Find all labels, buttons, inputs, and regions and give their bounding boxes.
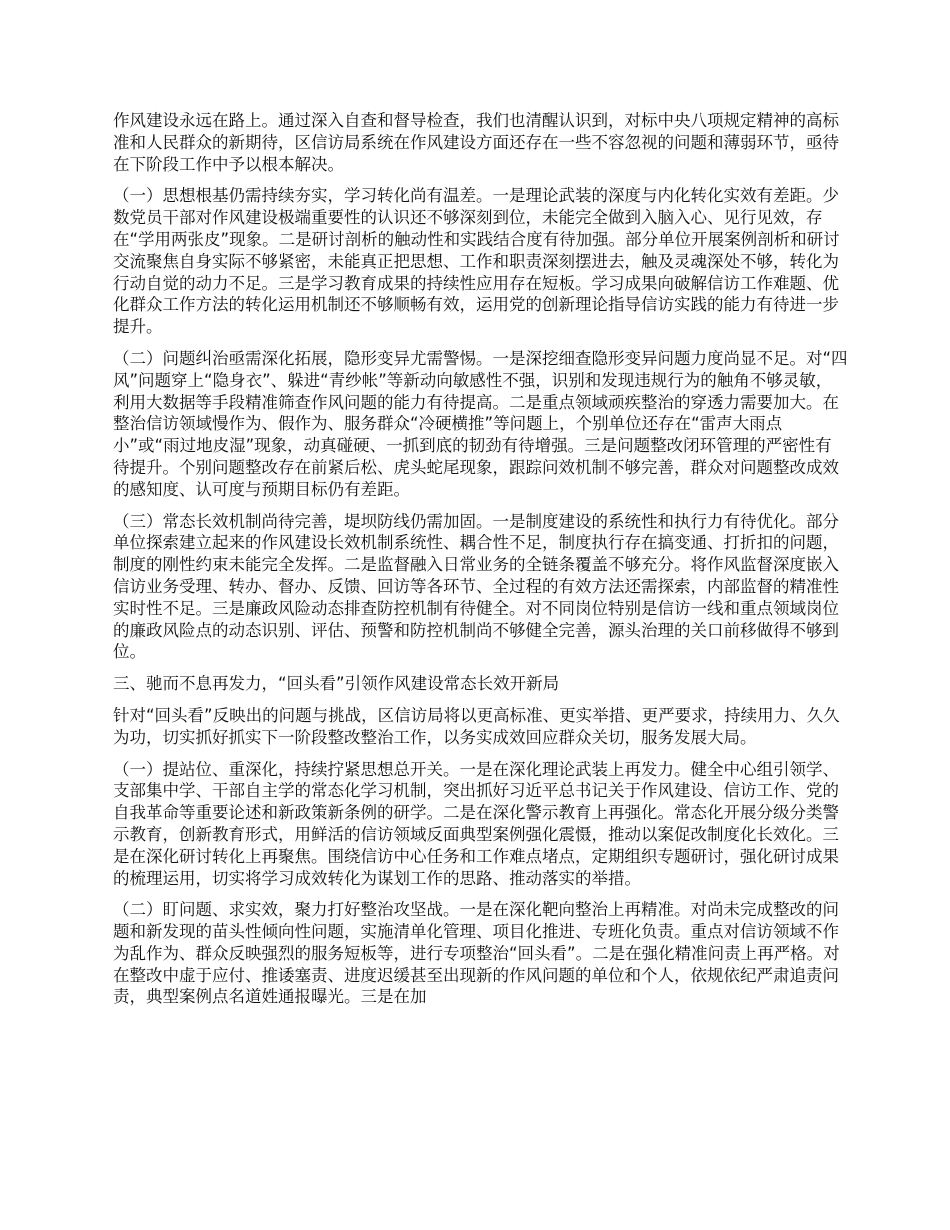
paragraph-measure-2: （二）盯问题、求实效，聚力打好整治攻坚战。一是在深化靶向整治上再精准。对尚未完成整改的问题和新发现的苗头性倾向性问题，实施清单化管理、项目化推进、专班化负责。重点对信访领域不作为乱作为、群众反映强烈的服务短板等，进行专项整治“回头看”。二是在强化精准问责上再严格。对在整改中虚于应付、推诿塞责、进度迟缓甚至出现新的作风问题的单位和个人，依规依纪严肃追责问责，典型案例点名道姓通报曝光。三是在加 <box>113 900 840 1007</box>
paragraph-section-1: （一）思想根基仍需持续夯实，学习转化尚有温差。一是理论武装的深度与内化转化实效有差距。少数党员干部对作风建设极端重要性的认识还不够深刻到位，未能完全做到入脑入心、见行见效，存在“学用两张皮”现象。二是研讨剖析的触动性和实践结合度有待加强。部分单位开展案例剖析和研讨交流聚焦自身实际不够紧密，未能真正把思想、工作和职责深刻摆进去，触及灵魂深处不够，转化为行动自觉的动力不足。三是学习教育成果的持续性应用存在短板。学习成果向破解信访工作难题、优化群众工作方法的转化运用机制还不够顺畅有效，运用党的创新理论指导信访实践的能力有待进一步提升。 <box>113 186 840 337</box>
document-body <box>113 110 848 1018</box>
paragraph-intro: 作风建设永远在路上。通过深入自查和督导检查，我们也清醒认识到，对标中央八项规定精神的高标准和人民群众的新期待，区信访局系统在作风建设方面还存在一些不容忽视的问题和薄弱环节，亟待在下阶段工作中予以根本解决。 <box>113 111 839 174</box>
paragraph-section-2: （二）问题纠治亟需深化拓展，隐形变异尤需警惕。一是深挖细查隐形变异问题力度尚显不足。对“四风”问题穿上“隐身衣”、躲进“青纱帐”等新动向敏感性不强，识别和发现违规行为的触角不够灵敏，利用大数据等手段精准筛查作风问题的能力有待提高。二是重点领域顽疾整治的穿透力需要加大。在整治信访领域慢作为、假作为、服务群众“冷硬横推”等问题上，个别单位还存在“雷声大雨点小”或“雨过地皮湿”现象，动真碰硬、一抓到底的韧劲有待增强。三是问题整改闭环管理的严密性有待提升。个别问题整改存在前紧后松、虎头蛇尾现象，跟踪问效机制不够完善，群众对问题整改成效的感知度、认可度与预期目标仍有差距。 <box>113 348 848 499</box>
paragraph-measure-1: （一）提站位、重深化，持续拧紧思想总开关。一是在深化理论武装上再发力。健全中心组引领学、支部集中学、干部自主学的常态化学习机制，突出抓好习近平总书记关于作风建设、信访工作、党的自我革命等重要论述和新政策新条例的研学。二是在深化警示教育上再强化。常态化开展分级分类警示教育，创新教育形式，用鲜活的信访领域反面典型案例强化震慑，推动以案促改制度化长效化。三是在深化研讨转化上再聚焦。围绕信访中心任务和工作难点堵点，定期组织专题研讨，强化研讨成果的梳理运用，切实将学习成效转化为谋划工作的思路、推动落实的举措。 <box>113 759 839 888</box>
paragraph-section-3: （三）常态长效机制尚待完善，堤坝防线仍需加固。一是制度建设的系统性和执行力有待优化。部分单位探索建立起来的作风建设长效机制系统性、耦合性不足，制度执行存在搞变通、打折扣的问题，制度的刚性约束未能完全发挥。二是监督融入日常业务的全链条覆盖不够充分。将作风监督深度嵌入信访业务受理、转办、督办、反馈、回访等各环节、全过程的有效方法还需探索，内部监督的精准性实时性不足。三是廉政风险动态排查防控机制有待健全。对不同岗位特别是信访一线和重点领域岗位的廉政风险点的动态识别、评估、预警和防控机制尚不够健全完善，源头治理的关口前移做得不够到位。 <box>113 511 839 662</box>
section-heading: 三、驰而不息再发力，“回头看”引领作风建设常态长效开新局 <box>113 674 560 694</box>
paragraph-overview: 针对“回头看”反映出的问题与挑战，区信访局将以更高标准、更实举措、更严要求，持续用力、久久为功，切实抓好抓实下一阶段整改整治工作，以务实成效回应群众关切，服务发展大局。 <box>113 705 840 747</box>
